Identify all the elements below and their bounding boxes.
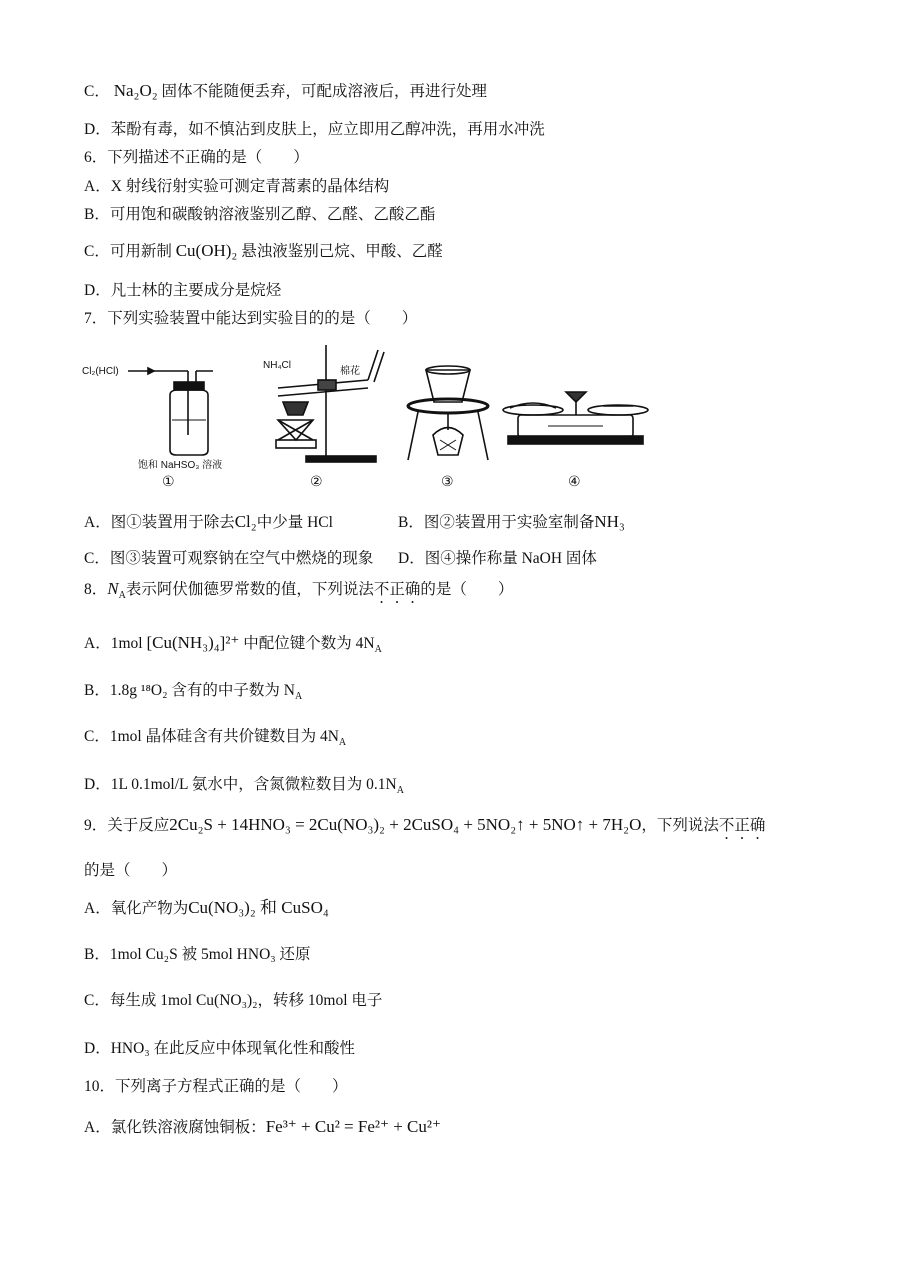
q8-option-d-pre: D．1L 0.1mol/L 氨水中，含氮微粒数目为 0.1N (84, 776, 397, 793)
figure-1-gas-label: Cl₂(HCl) (82, 366, 119, 377)
q8-stem-mid: 表示阿伏伽德罗常数的值，下列说法 (125, 581, 374, 598)
figure-1-wash-bottle (82, 366, 222, 489)
q5-option-c (84, 80, 487, 103)
q9-option-a-pre: A．氧化产物为 (84, 900, 189, 917)
q8-option-c-sub: A (338, 737, 347, 748)
q9-option-b: B．1mol Cu₂S 被 5mol HNO₃ 还原 (84, 946, 311, 963)
q8-option-a (84, 632, 382, 661)
figure-3-crucible-tripod (408, 366, 488, 489)
q7-option-a-formula: Cl₂ (234, 512, 257, 531)
q9-option-a-formula: Cu(NO₃)₂ 和 CuSO₄ (188, 898, 329, 917)
q8-stem-na-sub: A (118, 590, 126, 601)
q10-option-a-pre: A．氯化铁溶液腐蚀铜板： (84, 1119, 266, 1136)
q10-option-a-formula: Fe³⁺ + Cu² = Fe²⁺ + Cu²⁺ (265, 1117, 441, 1136)
q8-option-b-sub: A (294, 691, 303, 702)
figure-4-number: ④ (568, 473, 581, 489)
q8-option-a-post: 中配位键个数为 4N (243, 635, 375, 652)
q9-stem-pre: 9．关于反应 (84, 817, 170, 834)
q8-option-b (84, 680, 302, 708)
q8-stem-na: N (107, 579, 119, 598)
q9-equation: 2Cu₂S + 14HNO₃ = 2Cu(NO₃)₂ + 2CuSO₄ + 5NO₂↑ + 5NO↑ + 7H₂O (169, 815, 642, 834)
q9-stem (84, 814, 765, 843)
q8-option-c-pre: C．1mol 晶体硅含有共价键数目为 4N (84, 728, 339, 745)
q6-option-c-formula: Cu(OH)₂ (175, 241, 238, 260)
q7-option-b-formula: NH₃ (594, 512, 625, 531)
q6-option-c-post: 悬浊液鉴别己烷、甲酸、乙醛 (241, 243, 443, 260)
figure-1-number: ① (162, 473, 175, 489)
q7-option-a-pre: A．图①装置用于除去 (84, 514, 235, 531)
q8-option-b-pre: B．1.8g ¹⁸O₂ 含有的中子数为 N (84, 682, 295, 699)
q10-option-a (84, 1116, 441, 1139)
q7-stem: 7．下列实验装置中能达到实验目的的是（ ） (84, 310, 418, 327)
q6-option-d: D．凡士林的主要成分是烷烃 (84, 282, 282, 299)
q8-stem-post: 的是（ ） (420, 581, 514, 598)
q9-stem-continued: 的是（ ） (84, 862, 178, 879)
figure-2-cotton-label: 棉花 (340, 366, 360, 377)
q6-option-b: B．可用饱和碳酸钠溶液鉴别乙醇、乙醛、乙酸乙酯 (84, 206, 436, 223)
q8-option-d-sub: A (396, 785, 404, 796)
q9-stem-emphasis: 不正确 (718, 817, 766, 834)
figure-1-solution-label: 饱和 NaHSO₃ 溶液 (138, 460, 223, 471)
q8-option-a-sub: A (374, 644, 382, 655)
q7-option-d: D．图④操作称量 NaOH 固体 (398, 550, 597, 567)
q8-option-c (84, 726, 346, 754)
q7-option-c: C．图③装置可观察钠在空气中燃烧的现象 (84, 550, 374, 567)
q7-option-a-post: 中少量 HCl (256, 514, 333, 531)
q9-option-c: C．每生成 1mol Cu(NO₃)₂，转移 10mol 电子 (84, 992, 383, 1009)
q7-option-a (84, 511, 333, 534)
q8-option-a-formula: [Cu(NH₃)₄]²⁺ (146, 633, 240, 652)
q5-option-c-text: 固体不能随便丢弃，可配成溶液后，再进行处理 (161, 83, 488, 100)
q6-option-c-pre: C．可用新制 (84, 243, 172, 260)
figure-2-reagent-label: NH₄Cl (263, 360, 291, 371)
figure-3-number: ③ (441, 473, 454, 489)
q9-option-a (84, 897, 329, 920)
q5-option-c-label: C． (84, 83, 110, 100)
q9-stem-mid: ，下列说法 (641, 817, 719, 834)
figure-4-balance (503, 392, 648, 489)
q8-stem-emphasis: 不正确 (373, 581, 421, 598)
q5-option-c-formula: Na₂O₂ (113, 81, 158, 100)
q7-option-b-pre: B．图②装置用于实验室制备 (398, 514, 595, 531)
q5-option-d: D．苯酚有毒，如不慎沾到皮肤上，应立即用乙醇冲洗，再用水冲洗 (84, 121, 545, 138)
q6-option-c (84, 240, 443, 263)
q10-stem: 10．下列离子方程式正确的是（ ） (84, 1078, 348, 1095)
q6-stem: 6．下列描述不正确的是（ ） (84, 149, 309, 166)
q6-option-a: A．X 射线衍射实验可测定青蒿素的晶体结构 (84, 178, 390, 195)
q9-option-d: D．HNO₃ 在此反应中体现氧化性和酸性 (84, 1040, 356, 1057)
q8-stem (84, 578, 513, 607)
figure-2-number: ② (310, 473, 323, 489)
q7-option-b (398, 511, 625, 534)
q7-apparatus-figure (78, 340, 678, 490)
q8-stem-pre: 8． (84, 581, 108, 598)
q8-option-d (84, 774, 404, 802)
figure-2-heating-apparatus (263, 345, 384, 489)
q8-option-a-pre: A．1mol (84, 635, 143, 652)
